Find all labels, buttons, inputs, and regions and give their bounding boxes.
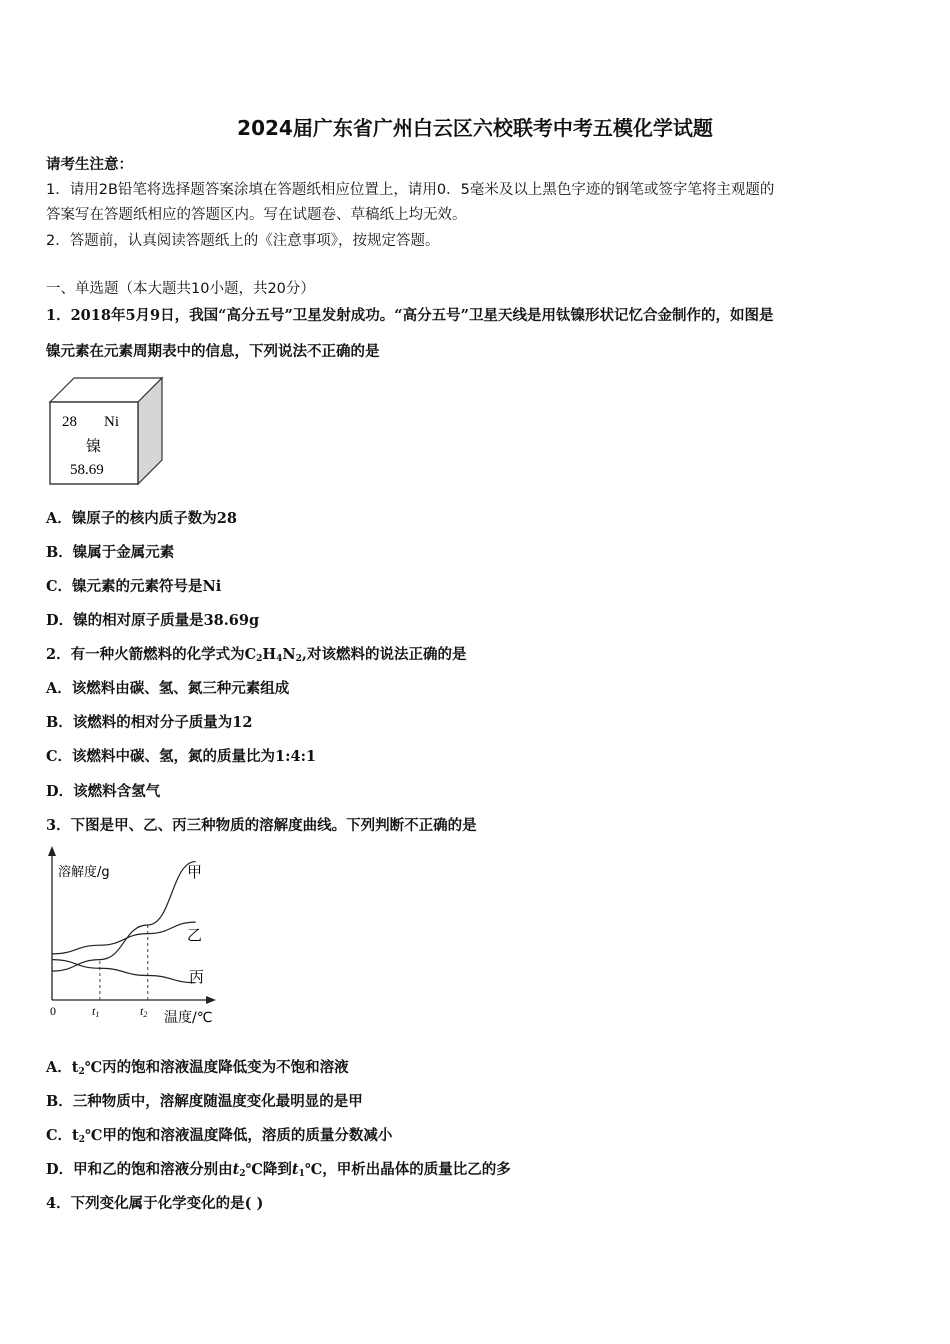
section-heading: 一、单选题（本大题共10小题，共20分） bbox=[46, 281, 315, 297]
q1-option-a: A．镍原子的核内质子数为28 bbox=[46, 510, 237, 527]
element-number: 28 bbox=[62, 414, 77, 430]
element-name: 镍 bbox=[86, 437, 102, 455]
page-title: 2024届广东省广州白云区六校联考中考五模化学试题 bbox=[237, 116, 713, 140]
q1-option-b: B．镍属于金属元素 bbox=[46, 544, 175, 561]
tick-t1-label: t1 bbox=[92, 1004, 100, 1019]
q2-option-c: C．该燃料中碳、氢，氮的质量比为1:4:1 bbox=[46, 748, 317, 765]
notice-heading: 请考生注意： bbox=[46, 157, 133, 173]
x-axis-arrow bbox=[206, 996, 216, 1004]
q3-option-d: D．甲和乙的饱和溶液分别由$t_2℃$降到$t_1℃$，甲析出晶体的质量比乙的多 bbox=[46, 1161, 511, 1179]
q2-option-b: B．该燃料的相对分子质量为12 bbox=[46, 714, 253, 731]
q3-option-c: C．$t_2℃$甲的饱和溶液温度降低，溶质的质量分数减小 bbox=[46, 1127, 393, 1145]
y-axis-arrow bbox=[48, 846, 56, 856]
q1-stem-line-2: 镍元素在元素周期表中的信息，下列说法不正确的是 bbox=[46, 343, 380, 360]
q3-option-a: A．$t_2℃$丙的饱和溶液温度降低变为不饱和溶液 bbox=[46, 1059, 349, 1077]
q1-stem-line-1: 1．2018年5月9日，我国“高分五号”卫星发射成功。“高分五号”卫星天线是用钛镍形状记忆合金制作的，如图是 bbox=[46, 307, 774, 324]
series-label-jia: 甲 bbox=[187, 863, 203, 881]
series-label-bing: 丙 bbox=[189, 968, 205, 986]
origin-label: 0 bbox=[50, 1004, 56, 1018]
q1-option-c: C．镍元素的元素符号是Ni bbox=[46, 578, 222, 595]
q1-option-d: D．镍的相对原子质量是38.69g bbox=[46, 612, 260, 629]
curve-bing bbox=[52, 960, 196, 983]
q2-stem: 2．有一种火箭燃料的化学式为$C_2H_4N_2$,对该燃料的说法正确的是 bbox=[46, 646, 467, 664]
notice-line-1b: 答案写在答题纸相应的答题区内。写在试题卷、草稿纸上均无效。 bbox=[46, 207, 467, 223]
q2-option-d: D．该燃料含氢气 bbox=[46, 783, 161, 800]
notice-line-1: 1．请用2B铅笔将选择题答案涂填在答题纸相应位置上，请用0．5毫米及以上黑色字迹的钢笔或签字笔将主观题的 bbox=[46, 182, 775, 198]
nickel-element-card bbox=[48, 376, 166, 490]
element-mass: 58.69 bbox=[70, 462, 104, 478]
notice-line-2: 2．答题前，认真阅读答题纸上的《注意事项》，按规定答题。 bbox=[46, 233, 440, 249]
element-symbol: Ni bbox=[104, 414, 119, 430]
curve-yi bbox=[52, 922, 196, 954]
x-axis-label: 温度/℃ bbox=[164, 1010, 213, 1026]
q4-stem: 4．下列变化属于化学变化的是( ) bbox=[46, 1195, 264, 1212]
tick-t2-label: t2 bbox=[140, 1004, 148, 1019]
q3-option-b: B．三种物质中，溶解度随温度变化最明显的是甲 bbox=[46, 1093, 363, 1110]
q2-option-a: A．该燃料由碳、氢、氮三种元素组成 bbox=[46, 680, 290, 697]
q3-stem: 3．下图是甲、乙、丙三种物质的溶解度曲线。下列判断不正确的是 bbox=[46, 817, 477, 834]
series-label-yi: 乙 bbox=[187, 926, 203, 944]
y-axis-label: 溶解度/g bbox=[58, 865, 110, 880]
solubility-chart bbox=[40, 844, 240, 1038]
